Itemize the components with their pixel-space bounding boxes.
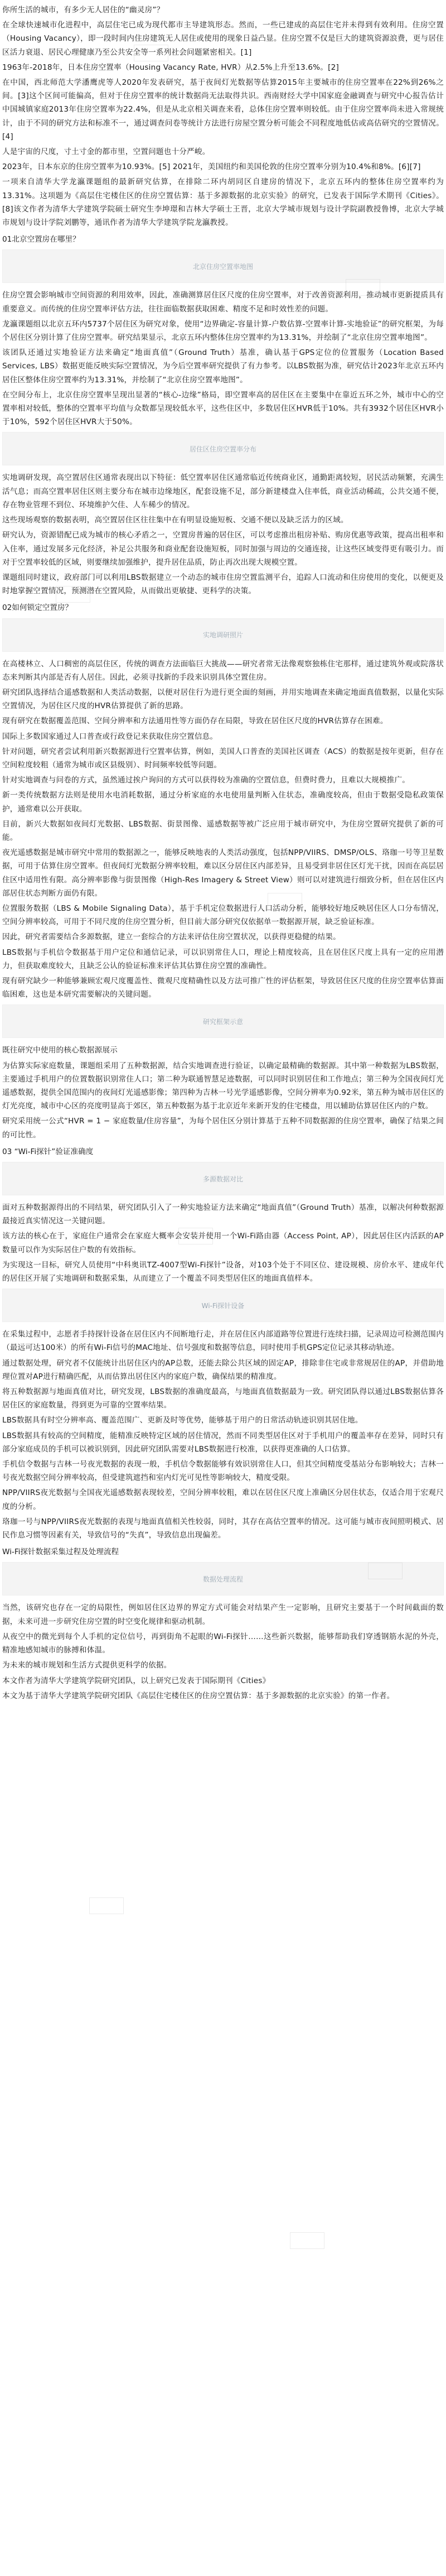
paragraph: 现有研究缺少一种能够兼顾宏观尺度覆盖性、微观尺度精确性以及方法可推广性的评估框架，导致居住区尺度的住房空置率估算面临困难，这也是本研究需要解决的关键问题。 bbox=[2, 976, 444, 999]
paragraph: 为估算实际家庭数量，课题组采用了五种数据源，结合实地调查进行验证，以确定最精确的数据源。其中第一种数据为LBS数据，主要通过手机用户的位置数据识别常住人口；第二种为联通智慧足迹数据，可以同时识别居住和工作地点；第三种为全国夜间灯光遥感数据，提供全国范围内的夜间灯光遥感影像；第四种为吉林一号光学遥感影像，空间分辨率为0.92米，第五种为城市居住区的灯光亮度，城市中心区的亮度明显高于郊区，第五种数据为基于北京近年来新开发的住宅楼盘，用以辅助估算居住区内的户数。 bbox=[2, 1061, 444, 1111]
paragraph: 将五种数据源与地面真值对比，研究发现，LBS数据的准确度最高，与地面真值数据最为一致。研究团队得以通过LBS数据估算各居住区的家庭数量，得到更为可靠的空置率结果。 bbox=[2, 1387, 444, 1410]
figure-image bbox=[2, 1005, 444, 1038]
paragraph: 实地调研发现，高空置居住区通常表现出以下特征：低空置率居住区通常临近传统商业区，通勤距离较短，居民活动频繁，充满生活气息；而高空置率居住区则主要分布在城市边缘地区，配套设施不足，部分新建楼盘入住率低，商业活动稀疏，公共交通不便，存在物业管理不到位、环境维护欠佳、人车稀少的情况。 bbox=[2, 473, 444, 510]
paragraph: 当然，该研究也存在一定的局限性，例如居住区边界的界定方式可能会对结果产生一定影响，且研究主要基于一个时间截面的数据，未来可进一步研究住房空置的时空变化规律和驱动机制。 bbox=[2, 1603, 444, 1626]
figure-image bbox=[2, 1289, 444, 1322]
figure-image bbox=[2, 249, 444, 283]
figure-caption: 实地调研照片 bbox=[202, 631, 243, 640]
paragraph: 目前，新兴大数据如夜间灯光数据、LBS数据、街景图像、遥感数据等被广泛应用于城市研究中，为住房空置研究提供了新的可能。 bbox=[2, 819, 444, 842]
figure-caption: 北京住房空置率地图 bbox=[192, 262, 253, 271]
figure-caption: Wi-Fi探针数据采集过程及处理流程 bbox=[2, 1547, 119, 1557]
section-heading: 03 “Wi-Fi探针”验证准确度 bbox=[2, 1147, 94, 1156]
paragraph: 住房空置会影响城市空间资源的利用效率，因此，准确测算居住区尺度的住房空置率，对于改善资源利用，推动城市更新提质具有重要意义。而传统的住房空置率评估方法，往往面临数据获取困难、精度不足和时效性差的问题。 bbox=[2, 291, 444, 314]
paragraph: LBS数据具有较高的空间精度，能精准反映特定区域的居住情况，然而不同类型居住区对于手机用户的覆盖率存在差异，同时只有部分家庭成员的手机可以被识别到，因此研究团队需要对LBS数据进行校准，以获得更准确的人口估算。 bbox=[2, 1431, 444, 1454]
paragraph: 这些现场观察的数据表明，高空置居住区往往集中在有明显设施短板、交通不便以及缺乏活力的区域。 bbox=[2, 516, 348, 525]
paragraph: 手机信令数据与吉林一号夜光数据的表现一般，手机信令数据能够有效识别常住人口，但其空间精度受基站分布影响较大；吉林一号夜光数据空间分辨率较高，但受建筑遮挡和室内灯光可见性等影响较大，精度受限。 bbox=[2, 1460, 444, 1483]
watermark bbox=[56, 586, 90, 603]
figure-caption: 多源数据对比 bbox=[202, 1175, 243, 1183]
paragraph: 从夜空中的微光到每个人手机的定位信号，再到街角不起眼的Wi-Fi探针……这些新兴数据，能够帮助我们穿透钢筋水泥的外壳，精准地感知城市的脉搏和体温。 bbox=[2, 1632, 444, 1655]
paragraph: 为未来的城市规划和生活方式提供更科学的依据。 bbox=[2, 1661, 172, 1670]
paragraph: 2023年，日本东京的住房空置率为10.93%。[5] 2021年，美国纽约和美国伦敦的住房空置率分别为10.4%和8%。[6][7] bbox=[2, 162, 421, 172]
figure-caption: Wi-Fi探针设备 bbox=[201, 1301, 245, 1310]
paragraph: 针对问题，研究者尝试利用新兴数据源进行空置率估算，例如，美国人口普查的美国社区调查（ACS）的数据是按年更新，但存在空间粒度较粗（通常为城市或区县级别）、时间频率较低等问题。 bbox=[2, 747, 444, 770]
paragraph: 国际上多数国家通过人口普查或行政登记来获取住房空置信息。 bbox=[2, 732, 218, 741]
watermark bbox=[346, 279, 380, 296]
section-heading: 01北京空置房在哪里？ bbox=[2, 235, 80, 244]
paragraph: 现有研究在数据覆盖范围、空间分辨率和方法通用性等方面仍存在局限，导致在居住区尺度的HVR估算存在困难。 bbox=[2, 717, 388, 726]
paragraph: 面对五种数据源得出的不同结果，研究团队引入了一种实地验证方法来确定“地面真值”（Ground Truth）基准，以解决何种数据源最接近真实情况这一关键问题。 bbox=[2, 1203, 444, 1226]
paragraph: 该方法的核心在于，家庭住户通常会在家庭大概率会安装并使用一个Wi-Fi路由器（Access Point, AP），因此居住区内活跃的AP数量可以作为实际居住户数的有效指标。 bbox=[2, 1232, 444, 1255]
watermark bbox=[368, 1563, 403, 1579]
figure-image bbox=[2, 618, 444, 652]
paragraph: 位置服务数据（LBS & Mobile Signaling Data），基于手机定位数据进行人口活动分析，能够较好地反映居住区人口分布情况，空间分辨率较高，可用于不同尺度的住房空置分析，但目前大部分研究仅依据单一数据源开展，缺乏验证标准。 bbox=[2, 903, 444, 927]
paragraph: 在全球快速城市化进程中，高层住宅已成为现代都市主导建筑形态。然而，一些已建成的高层住宅并未得到有效利用。住房空置（Housing Vacancy），即一段时间内住房建筑无人居住或使用的现象日益凸显。住房空置不仅是巨大的建筑资源浪费，更与居住区活力衰退、居民心理健康乃至公共安全等一系列社会问题紧密相关。[1] bbox=[2, 21, 444, 57]
paragraph: 既往研究中使用的核心数据源展示 bbox=[2, 1046, 118, 1055]
paragraph: 夜光遥感数据是城市研究中常用的数据源之一，能够反映地表的人类活动强度，包括NPP/VIIRS、DMSP/OLS、珞珈一号等卫星数据，可用于估算住房空置率。但夜间灯光数据分辨率较粗，难以区分居住区内部差异，且易受到非居住区灯光干扰，因而在高层居住区中适用性有限。高分辨率影像与街景图像（High-Res Imagery & Street View）则可以对建筑进行细致分析，但在居住区内部居住状态判断方面仍有限。 bbox=[2, 848, 444, 898]
paragraph: 人是宇宙的尺度，寸土寸金的都市里，空置问题也十分严峻。 bbox=[2, 147, 210, 157]
figure-image bbox=[2, 432, 444, 465]
figure-caption: 居住区住房空置率分布 bbox=[189, 445, 256, 453]
paragraph: 研究团队选择结合遥感数据和人类活动数据，以便对居住行为进行更全面的刻画，并用实地调查来确定地面真值数据，以量化实际空置情况，为居住区尺度的HVR估算提供了新的思路。 bbox=[2, 688, 444, 711]
paragraph: 在空间分布上，北京住房空置率呈现出显著的“核心-边缘”格局，即空置率高的居住区在主要集中在靠近五环之外，城市中心的空置率相对较低，整体的空置率平均值与众数都呈现较低水平，这些住区中，多数居住区HVR低于10%。共有3932个居住区HVR小于10%，592个居住区HVR大于50%。 bbox=[2, 390, 444, 427]
paragraph: 龙瀛课题组以北京五环内5737个居住区为研究对象，使用“边界确定-容量计算-户数估算-空置率计算-实地验证”的研究框架，为每个居住区分别计算了住房空置率。研究结果显示，北京五环内整体住房空置率约为13.31%，并绘制了“北京住房空置率地图”。 bbox=[2, 319, 444, 343]
paragraph: 1963年-2018年，日本住房空置率（Housing Vacancy Rate, HVR）从2.5%上升至13.6%。[2] bbox=[2, 63, 339, 72]
paragraph: 一项来自清华大学龙瀛课题组的最新研究估算，在排除二环内胡同区自建房的情况下，北京五环内的整体住房空置率约为13.31%。这项题为《高层住宅楼住区的住房空置估算：基于多源数据的北京实验》的研究，已发表于国际学术期刊《Cities》。[8]该文作者为清华大学建筑学院硕士研究生李坤璟和吉林大学硕士王晋，北京大学城市规划与设计学院副教授鲁博，北京大学城市规划与设计学院刘鹏等，通讯作者为清华大学建筑学院龙瀛教授。 bbox=[2, 177, 444, 228]
figure-image bbox=[2, 1162, 444, 1195]
paragraph: NPP/VIIRS夜光数据与全国夜光遥感数据表现较差，空间分辨率较粗，难以在居住区尺度上准确区分居住状态，仅适合用于宏观尺度的分析。 bbox=[2, 1488, 444, 1511]
paragraph: 因此，研究者需要结合多源数据，建立一套综合的方法来评估住房空置状况，以获得更稳健的结果。 bbox=[2, 933, 341, 942]
watermark bbox=[89, 1897, 124, 1914]
paragraph: 课题组同时建议，政府部门可以利用LBS数据建立一个动态的城市住房空置监测平台，追踪人口流动和住房使用的变化，以便更及时地掌握空置情况，预测潜在空置风险，从而做出更敏捷、更科学的决策。 bbox=[2, 573, 444, 596]
watermark bbox=[134, 45, 168, 61]
paragraph: 为实现这一目标，研究人员使用“中科奥讯TZ-4007型Wi-Fi探针”设备，对103个处于不同区位、建设规模、房价水平、建成年代的居住区开展了实地调研和数据采集，从而建立了一个覆盖不同类型居住区的地面真值样本。 bbox=[2, 1260, 444, 1284]
paragraph: 珞珈一号与NPP/VIIRS夜光数据的表现与地面真值相关性较弱，同时，其存在高估空置率的情况。这可能与城市夜间照明模式、居民作息习惯等因素有关，导致信号的“失真”，导致信息出现偏差。 bbox=[2, 1517, 444, 1540]
paragraph: 本文作者为清华大学建筑学院研究团队，以上研究已发表于国际期刊《Cities》 bbox=[2, 1676, 270, 1685]
paragraph: LBS数据与手机信令数据基于用户定位和通信记录，可以识别常住人口，理论上精度较高，且在居住区尺度上具有一定的应用潜力，但获取难度较大，且缺乏公认的验证标准来评估其估算住房空置的准确性。 bbox=[2, 948, 444, 970]
paragraph: 研究采用统一公式“HVR = 1 − 家庭数量/住房容量”，为每个居住区分别计算基于五种不同数据源的住房空置率，确保了结果之间的可比性。 bbox=[2, 1117, 444, 1140]
paragraph: 针对实地调查与问卷的方式，虽然通过挨户询问的方式可以获得较为准确的空置信息，但费时费力，且难以大规模推广。 bbox=[2, 776, 410, 785]
watermark bbox=[290, 2232, 324, 2249]
paragraph: 在采集过程中，志愿者手持探针设备在居住区内不间断地行走，并在居住区内部道路等位置进行连续扫描，记录周边可检测范围内（最远可达100米）的所有Wi-Fi信号的MAC地址、信号强度和数据等信息，同时使用手机GPS定位记录其移动轨迹。 bbox=[2, 1330, 444, 1353]
section-heading: 02如何锁定空置房？ bbox=[2, 603, 73, 613]
paragraph: 你所生活的城市，有多少无人居住的“幽灵房”？ bbox=[2, 6, 164, 15]
figure-caption: 研究框架示意 bbox=[202, 1017, 243, 1026]
watermark bbox=[268, 893, 302, 910]
paragraph: 该团队还通过实地验证方法来确定“地面真值”（Ground Truth）基准，确认基于GPS定位的位置服务（Location Based Services, LBS）数据更能反映实际空置情况，为今后空置率研究提供了有力参考。以LBS数据为准，研究估计2023年北京五环内居住区整体住房空置率约为13.31%，并绘制了“北京住房空置率地图”。 bbox=[2, 348, 444, 385]
paragraph: 新一类传统数据方法则是使用水电消耗数据，通过分析家庭的水电使用量判断入住状态，准确度较高，但由于数据受隐私政策保护，通常难以公开获取。 bbox=[2, 791, 444, 814]
paragraph: 研究认为，资源错配已成为城市的核心矛盾之一，空置房普遍的居住区，可以考虑推出租房补贴、购房优惠等政策，提高出租率和入住率，通过发展多元化经济，补足公共服务和商业配套设施短板，同时加强与周边的交通连接，让这些区域变得更有吸引力。而对于空置率较低的区域，则要继续加强维护，提升居住品质，防止再次出现大规模空置。 bbox=[2, 531, 444, 567]
paragraph: LBS数据具有时空分辨率高、覆盖范围广、更新及时等优势，能够基于用户的日常活动轨迹识别其居住地。 bbox=[2, 1416, 363, 1425]
paragraph: 本文为基于清华大学建筑学院研究团队《高层住宅楼住区的住房空置估算：基于多源数据的北京实验》的第一作者。 bbox=[2, 1691, 395, 1700]
paragraph: 在高楼林立、人口稠密的高层住区，传统的调查方法面临巨大挑战——研究者常无法像观察独栋住宅那样，通过建筑外观或院落状态来判断其内部是否有人居住。因此，必须寻找新的手段来识别具体空置住房。 bbox=[2, 659, 444, 682]
figure-caption: 数据处理流程 bbox=[202, 1575, 243, 1583]
paragraph: 通过数据处理，研究者不仅能统计出居住区内的AP总数，还能去除公共区域的固定AP，排除非住宅或非常规居住的AP，并借助地理位置对AP进行精确匹配，从而估算出居住区内的家庭户数，确保结果的精准度。 bbox=[2, 1358, 444, 1381]
paragraph: 在中国，西北师范大学潘鹰虎等人2020年发表研究，基于夜间灯光数据等估算2015年主要城市的住房空置率在22%到26%之间。[3]这个区间可能偏高，但对于住房空置率的统计数据尚无法取得共识。西南财经大学中国家庭金融调查与研究中心报告估计中国城镇家庭2013年住房空置率为22.4%，但是从北京相关调查来看，总体住房空置率则较低。由于住房空置率尚未进入常规统计，由于不同的研究方法和标准不一，通过调查问卷等统计方法进行房屋空置分析可能会不同程度地低估或高估研究的空置情况。[4] bbox=[2, 78, 444, 141]
watermark bbox=[178, 1228, 213, 1244]
